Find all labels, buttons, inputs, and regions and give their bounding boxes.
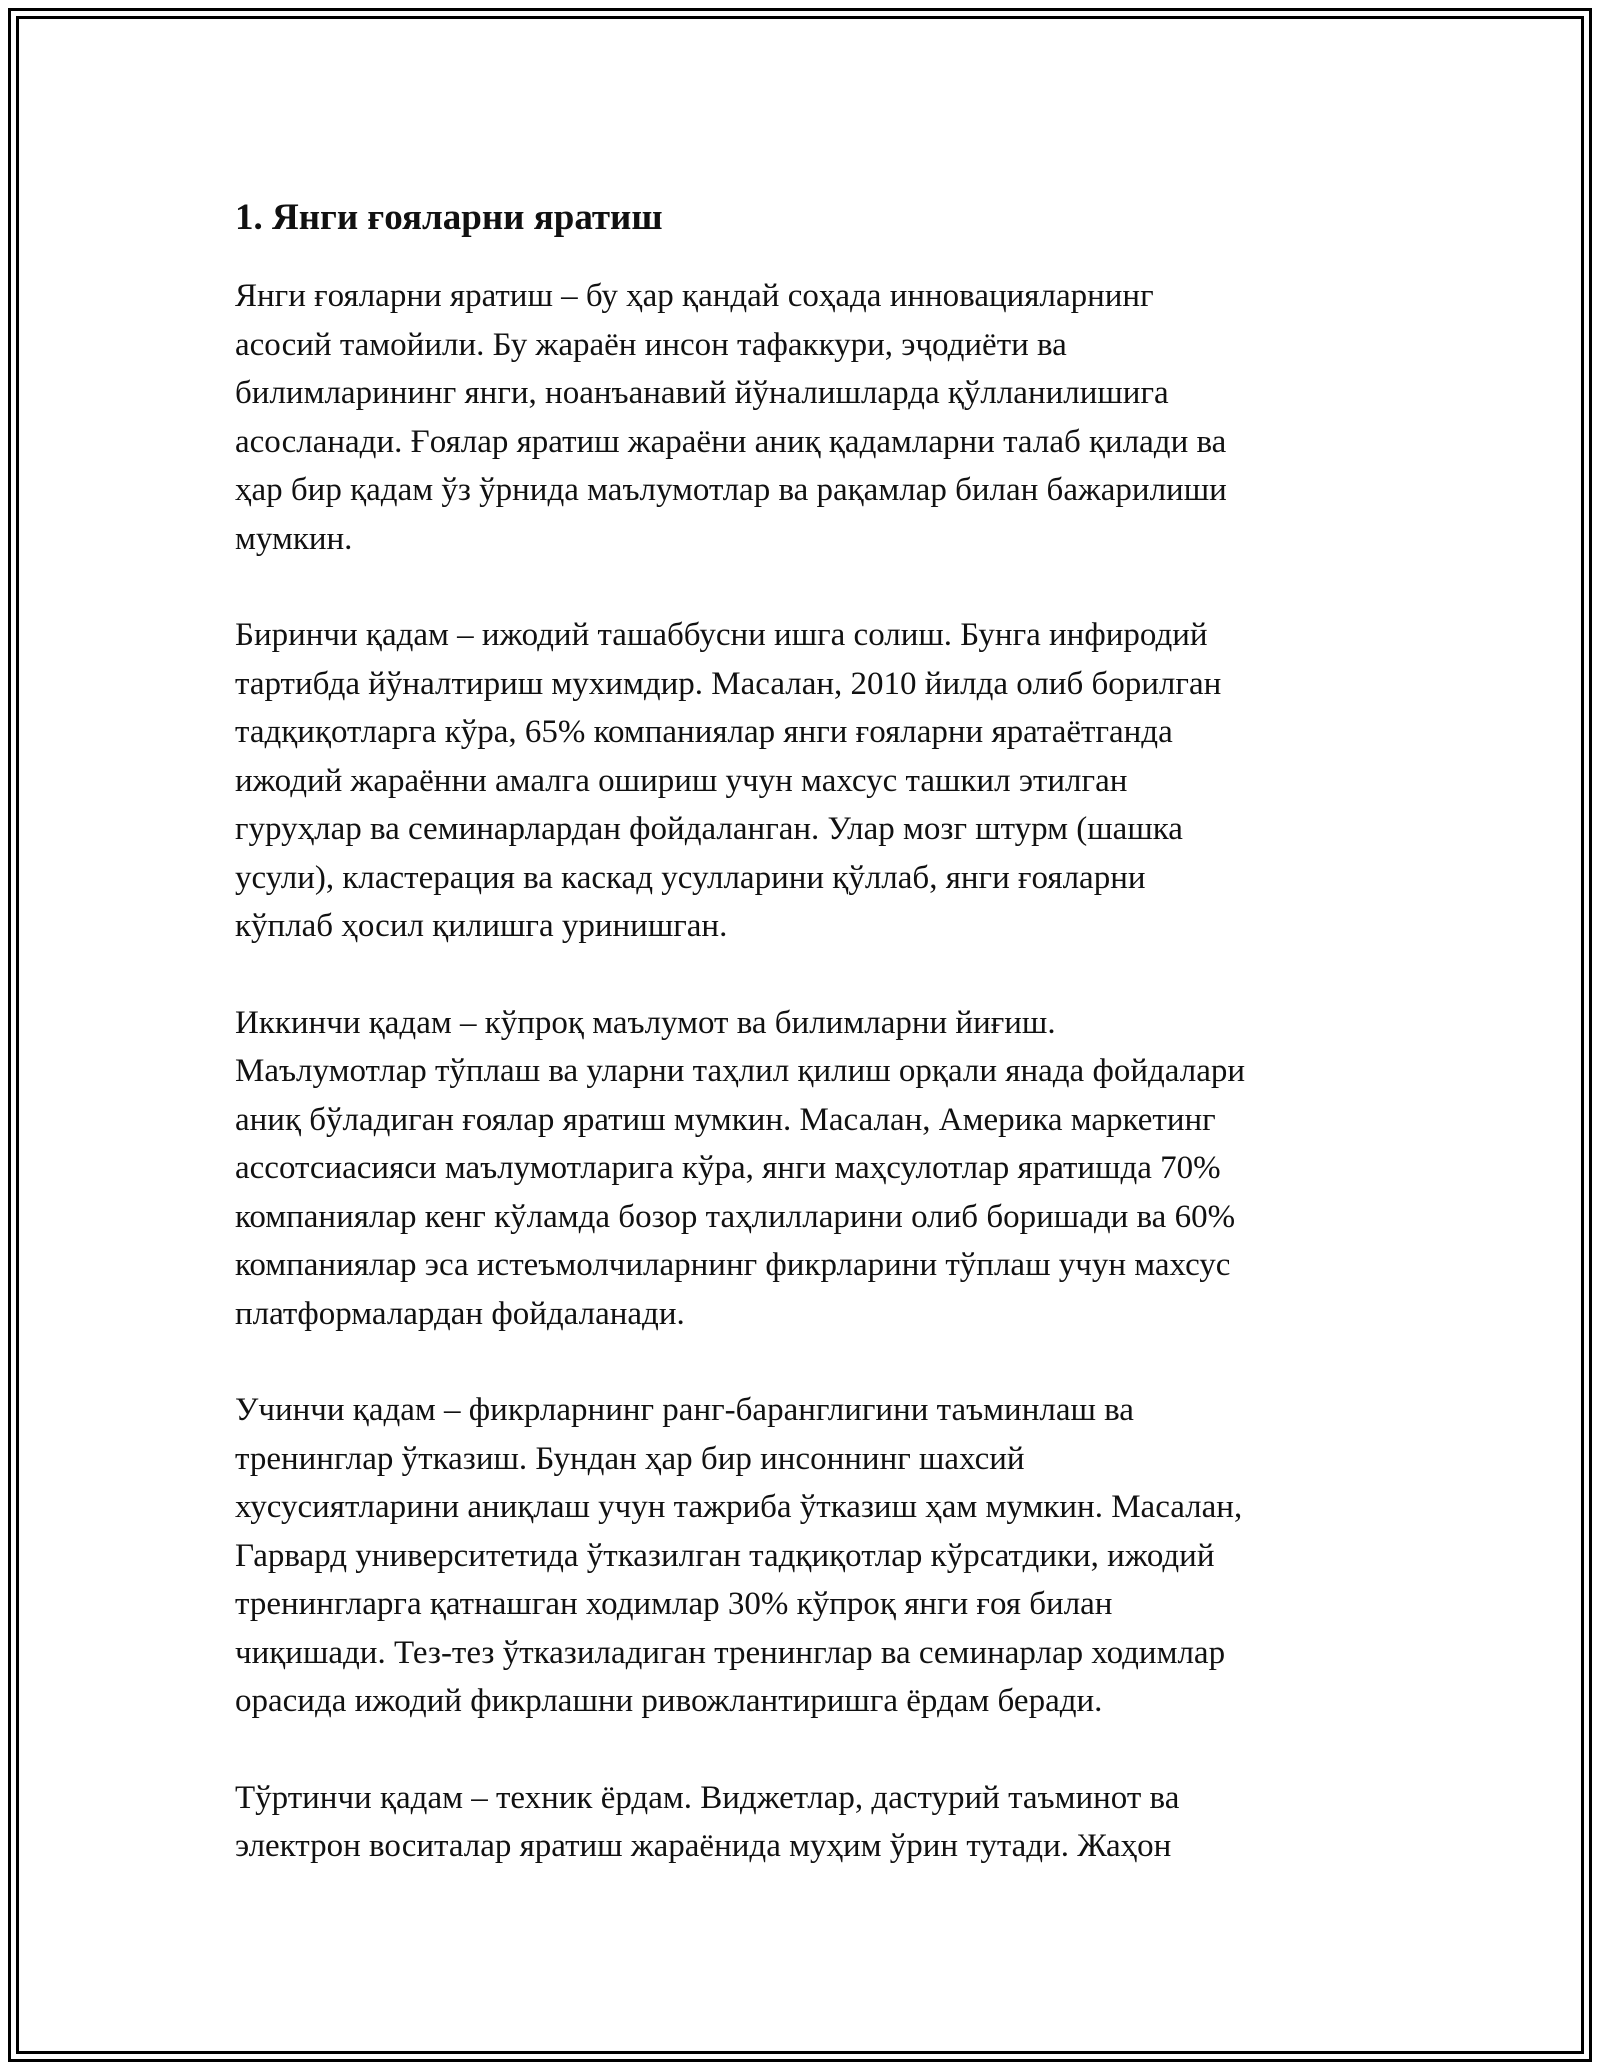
section-heading: 1. Янги ғояларни яратиш [235, 197, 663, 238]
paragraph-step-2: Иккинчи қадам – кўпроқ маълумот ва билимларни йиғиш. Маълумотлар тўплаш ва уларни таҳлил қилиш орқали янада фойдалари аниқ бўладиган ғоялар яратиш мумкин. Масалан, Америка маркетинг ассотсиасияси маълумотларига кўра, янги маҳсулотлар яратишда 70% компаниялар кенг кўламда бозор таҳлилларини олиб боришади ва 60% компаниялар эса истеъмолчиларнинг фикрларини тўплаш учун махсус платформалардан фойдаланади. [235, 1004, 1245, 1332]
paragraph-step-3: Учинчи қадам – фикрларнинг ранг-баранглигини таъминлаш ва тренинглар ўтказиш. Бундан ҳар бир инсоннинг шахсий хусусиятларини аниқлаш учун тажриба ўтказиш ҳам мумкин. Масалан, Гарвард университетида ўтказилган тадқиқотлар кўрсатдики, ижодий тренингларга қатнашган ходимлар 30% кўпроқ янги ғоя билан чиқишади. Тез-тез ўтказиладиган тренинглар ва семинарлар ходимлар орасида ижодий фикрлашни ривожлантиришга ёрдам беради. [235, 1392, 1243, 1719]
document-body [235, 188, 1385, 1919]
paragraph-step-1: Биринчи қадам – ижодий ташаббусни ишга солиш. Бунга инфиродий тартибда йўналтириш мухимдир. Масалан, 2010 йилда олиб борилган тадқиқотларга кўра, 65% компаниялар янги ғояларни яратаётганда ижодий жараённи амалга ошириш учун махсус ташкил этилган гуруҳлар ва семинарлардан фойдаланган. Улар мозг штурм (шашка усули), кластерация ва каскад усулларини қўллаб, янги ғояларни кўплаб ҳосил қилишга уринишган. [235, 617, 1222, 944]
paragraph-intro: Янги ғояларни яратиш – бу ҳар қандай соҳада инновацияларнинг асосий тамойили. Бу жараён инсон тафаккури, эҷодиёти ва билимларининг янги, ноанъанавий йўналишларда қўлланилишига асосланади. Ғоялар яратиш жараёни аниқ қадамларни талаб қилади ва ҳар бир қадам ўз ўрнида маълумотлар ва рақамлар билан бажарилиши мумкин. [235, 278, 1227, 557]
paragraph-step-4: Тўртинчи қадам – техник ёрдам. Виджетлар, дастурий таъминот ва электрон воситалар яратиш жараёнида муҳим ўрин тутади. Жаҳон [235, 1779, 1180, 1864]
